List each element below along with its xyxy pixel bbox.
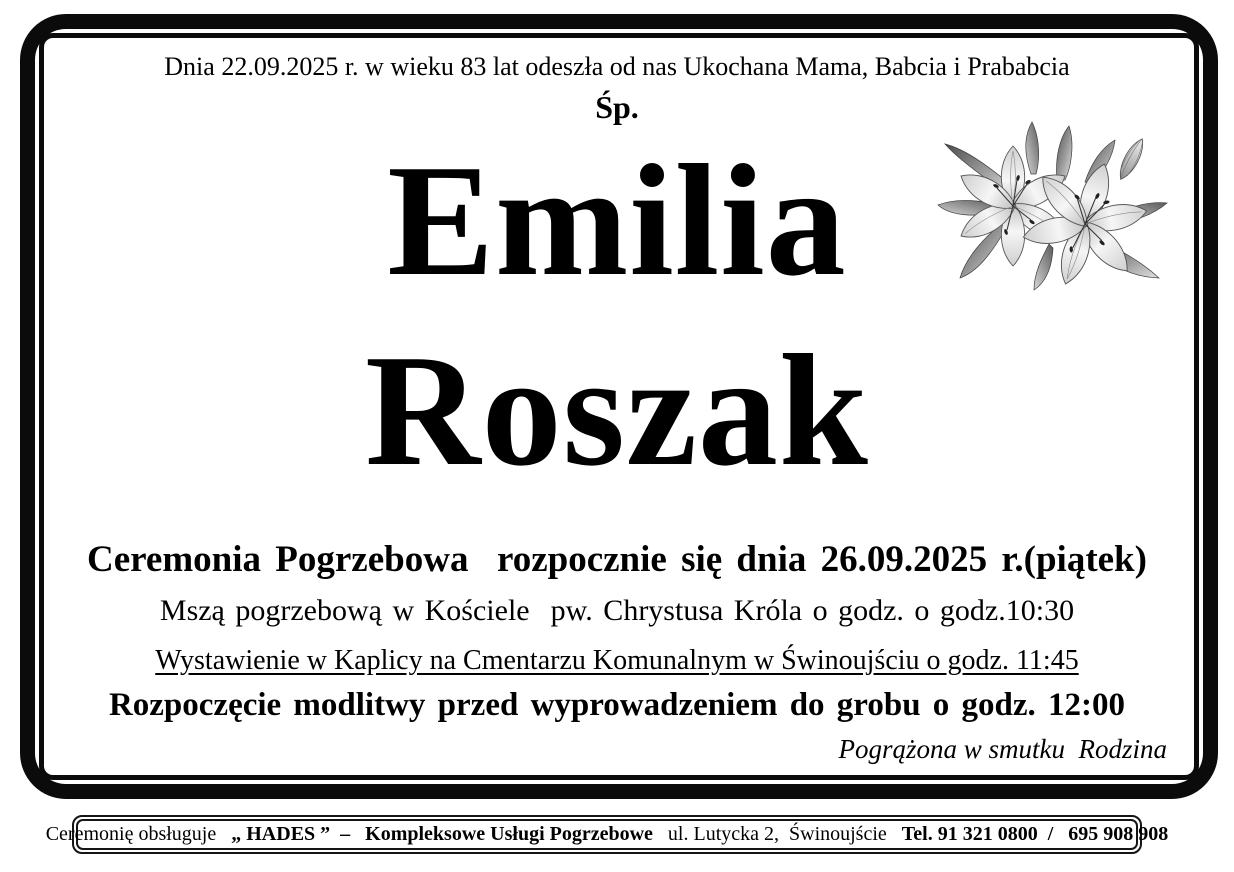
mourning-signature: Pogrążona w smutku Rodzina <box>838 734 1167 764</box>
footer-address: ul. Lutycka 2, Świnoujście <box>667 823 887 845</box>
honorific: Śp. <box>595 89 639 125</box>
deceased-last-name: Roszak <box>365 321 869 499</box>
footer-phone-numbers: Tel. 91 321 0800 / 695 908 908 <box>901 823 1169 845</box>
funeral-mass-line: Mszą pogrzebową w Kościele pw. Chrystusa Króla o godz. o godz.10:30 <box>159 594 1075 627</box>
footer-service-prefix: Ceremonię obsługuje <box>45 823 217 845</box>
intro-line: Dnia 22.09.2025 r. w wieku 83 lat odeszła od nas Ukochana Mama, Babcia i Prababcia <box>164 52 1070 81</box>
ceremony-date-line: Ceremonia Pogrzebowa rozpocznie się dnia 26.09.2025 r.(piątek) <box>87 539 1147 580</box>
lily-flowers-image <box>935 118 1170 293</box>
lily-bouquet-svg <box>935 118 1170 293</box>
footer-service-box <box>45 815 1169 854</box>
footer-company-name: „ HADES ” – Kompleksowe Usługi Pogrzebowe <box>231 823 653 845</box>
prayer-line: Rozpoczęcie modlitwy przed wyprowadzeniem do grobu o godz. 12:00 <box>108 687 1126 723</box>
deceased-first-name: Emilia <box>387 131 847 309</box>
footer-service-box-inner <box>45 819 1169 850</box>
exposition-line: Wystawienie w Kaplicy na Cmentarzu Komunalnym w Świnoujściu o godz. 11:45 <box>155 645 1079 676</box>
